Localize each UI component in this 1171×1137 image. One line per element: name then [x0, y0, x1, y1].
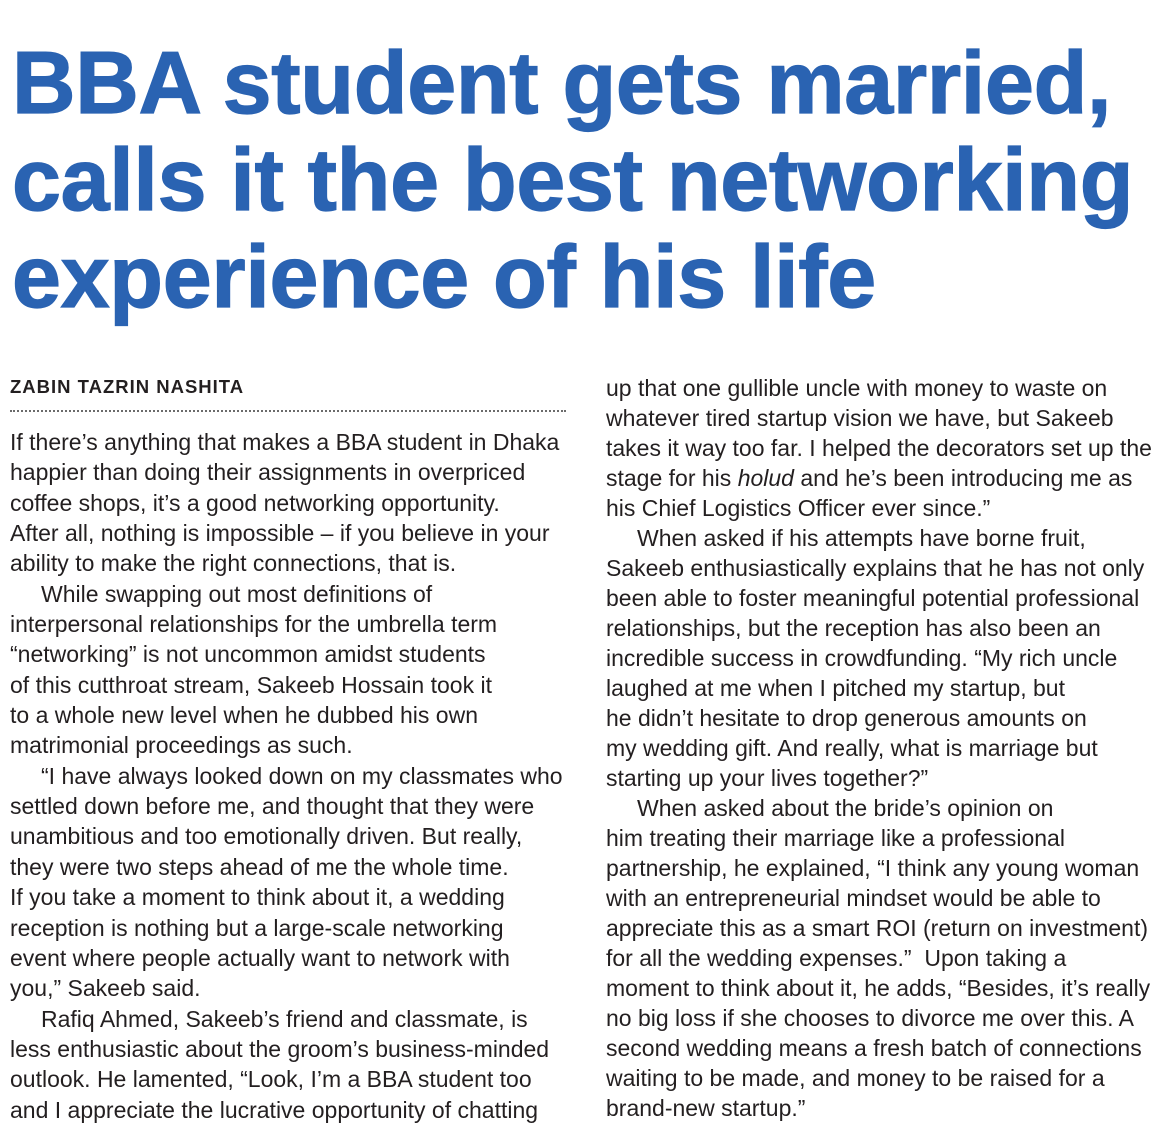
headline-line: experience of his life [12, 227, 876, 326]
headline-line: BBA student gets married, [12, 33, 1112, 132]
text-line: relationships, but the reception has also been an [606, 615, 1101, 641]
text-segment: and he’s been introducing me as [793, 465, 1133, 491]
text-line: If there’s anything that makes a BBA student in Dhaka [10, 429, 560, 455]
text-line: outlook. He lamented, “Look, I’m a BBA student too [10, 1066, 532, 1093]
text-line: settled down before me, and thought that they were [10, 793, 535, 820]
text-segment: stage for his [606, 465, 738, 491]
paragraph [10, 761, 566, 1004]
text-line: incredible success in crowdfunding. “My rich uncle [606, 645, 1118, 671]
text-line: to a whole new level when he dubbed his own [10, 702, 478, 729]
left-column [10, 427, 566, 1125]
text-line: no big loss if she chooses to divorce me over this. A [606, 1005, 1134, 1031]
text-line: If you take a moment to think about it, a wedding [10, 884, 505, 911]
text-line: partnership, he explained, “I think any young woman [606, 855, 1140, 881]
text-line: my wedding gift. And really, what is marriage but [606, 735, 1098, 761]
paragraph [10, 579, 566, 761]
text-line: been able to foster meaningful potential professional [606, 585, 1140, 611]
headline [12, 34, 1133, 325]
right-column [606, 373, 1162, 1123]
text-line: event where people actually want to network with [10, 944, 510, 971]
text-line: his Chief Logistics Officer ever since.” [606, 495, 991, 521]
text-line: with an entrepreneurial mindset would be able to [606, 885, 1101, 911]
paragraph [606, 523, 1162, 793]
byline: ZABIN TAZRIN NASHITA [10, 376, 245, 397]
text-line: him treating their marriage like a professional [606, 825, 1065, 851]
paragraph [10, 1004, 566, 1125]
text-line: When asked if his attempts have borne fruit, [637, 525, 1086, 551]
text-line: of this cutthroat stream, Sakeeb Hossain took it [10, 671, 492, 698]
byline-divider [10, 410, 566, 412]
text-line: up that one gullible uncle with money to waste on [606, 375, 1108, 401]
text-line: starting up your lives together?” [606, 765, 929, 791]
text-line: “networking” is not uncommon amidst students [10, 641, 486, 668]
text-line: moment to think about it, he adds, “Besides, it’s really [606, 975, 1151, 1001]
text-line [606, 463, 1162, 493]
text-line: Sakeeb enthusiastically explains that he has not only [606, 555, 1145, 581]
text-line: whatever tired startup vision we have, but Sakeeb [606, 405, 1114, 431]
text-line: happier than doing their assignments in overpriced [10, 459, 526, 486]
text-line: brand-new startup.” [606, 1095, 806, 1121]
text-line: unambitious and too emotionally driven. But really, [10, 823, 523, 850]
text-line: and I appreciate the lucrative opportunity of chatting [10, 1096, 539, 1123]
text-line: you,” Sakeeb said. [10, 975, 201, 1002]
headline-line: calls it the best networking [12, 130, 1134, 229]
text-line: for all the wedding expenses.” Upon taking a [606, 945, 1067, 971]
text-line: takes it way too far. I helped the decorators set up the [606, 435, 1152, 461]
text-line: coffee shops, it’s a good networking opportunity. [10, 489, 500, 516]
text-line: less enthusiastic about the groom’s business-minded [10, 1035, 550, 1062]
paragraph [606, 793, 1162, 1123]
paragraph [10, 427, 566, 579]
paragraph [606, 373, 1162, 523]
italic-term: holud [737, 465, 794, 491]
text-line: laughed at me when I pitched my startup, but [606, 675, 1065, 701]
text-line: After all, nothing is impossible – if you believe in your [10, 520, 550, 547]
text-line: “I have always looked down on my classmates who [41, 762, 563, 789]
text-line: matrimonial proceedings as such. [10, 732, 353, 759]
text-line: When asked about the bride’s opinion on [637, 795, 1054, 821]
text-line: second wedding means a fresh batch of connections [606, 1035, 1142, 1061]
text-line: they were two steps ahead of me the whole time. [10, 853, 509, 880]
text-line: interpersonal relationships for the umbrella term [10, 611, 498, 638]
text-line: waiting to be made, and money to be raised for a [606, 1065, 1105, 1091]
text-line: he didn’t hesitate to drop generous amounts on [606, 705, 1087, 731]
text-line: While swapping out most definitions of [41, 580, 433, 607]
text-line: ability to make the right connections, that is. [10, 550, 457, 577]
text-line: reception is nothing but a large-scale networking [10, 914, 504, 941]
text-line: appreciate this as a smart ROI (return on investment) [606, 915, 1148, 941]
text-line: Rafiq Ahmed, Sakeeb’s friend and classmate, is [41, 1005, 528, 1032]
